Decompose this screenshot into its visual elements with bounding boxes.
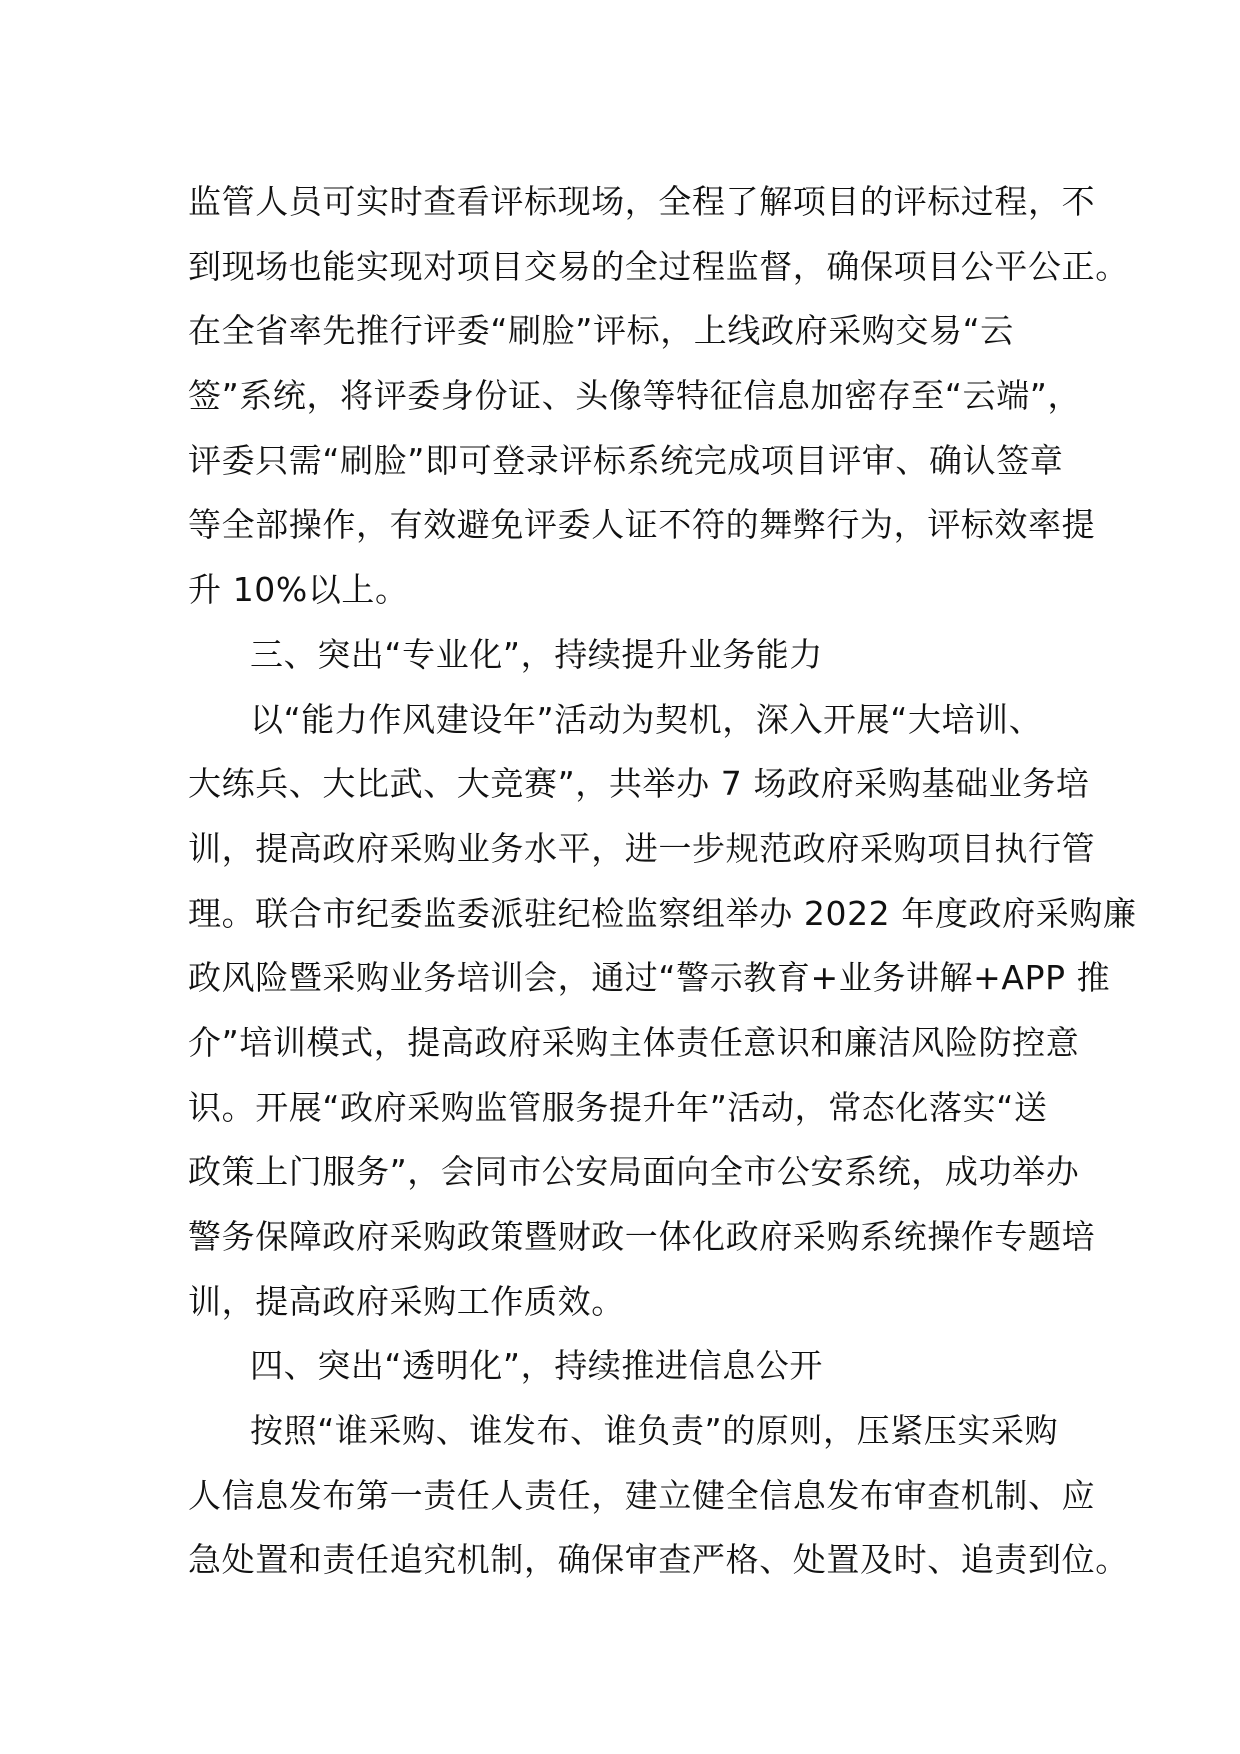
body-text — [188, 170, 1137, 1593]
text-line: 到现场也能实现对项目交易的全过程监督，确保项目公平公正。 — [188, 246, 1129, 286]
text-line: 人信息发布第一责任人责任，建立健全信息发布审查机制、应 — [188, 1475, 1096, 1515]
text-line: 监管人员可实时查看评标现场，全程了解项目的评标过程，不 — [188, 182, 1096, 221]
text-line: 识。开展“政府采购监管服务提升年”活动，常态化落实“送 — [188, 1087, 1048, 1127]
text-line: 以“能力作风建设年”活动为契机，深入开展“大培训、 — [250, 699, 1043, 739]
text-line: 签”系统，将评委身份证、头像等特征信息加密存至“云端”， — [188, 376, 1082, 416]
text-line: 警务保障政府采购政策暨财政一体化政府采购系统操作专题培 — [188, 1217, 1096, 1256]
text-line: 政风险暨采购业务培训会，通过“警示教育+业务讲解+APP 推 — [188, 958, 1111, 998]
text-line: 训，提高政府采购工作质效。 — [188, 1281, 625, 1321]
text-line: 政策上门服务”，会同市公安局面向全市公安系统，成功举办 — [188, 1152, 1080, 1192]
text-line: 评委只需“刷脸”即可登录评标系统完成项目评审、确认签章 — [188, 440, 1064, 480]
text-line: 介”培训模式，提高政府采购主体责任意识和廉洁风险防控意 — [188, 1022, 1080, 1062]
text-line: 训，提高政府采购业务水平，进一步规范政府采购项目执行管 — [188, 828, 1096, 868]
text-line: 大练兵、大比武、大竞赛”，共举办 7 场政府采购基础业务培 — [188, 764, 1090, 804]
text-line: 等全部操作，有效避免评委人证不符的舞弊行为，评标效率提 — [188, 505, 1096, 545]
text-line: 急处置和责任追究机制，确保审查严格、处置及时、追责到位。 — [188, 1540, 1129, 1580]
section-heading-3: 三、突出“专业化”，持续提升业务能力 — [250, 634, 823, 674]
section-heading-4: 四、突出“透明化”，持续推进信息公开 — [250, 1346, 823, 1386]
text-line: 升 10%以上。 — [188, 570, 409, 610]
text-line: 理。联合市纪委监委派驻纪检监察组举办 2022 年度政府采购廉 — [188, 893, 1137, 933]
text-line: 在全省率先推行评委“刷脸”评标，上线政府采购交易“云 — [188, 311, 1014, 351]
text-line: 按照“谁采购、谁发布、谁负责”的原则，压紧压实采购 — [250, 1411, 1059, 1451]
